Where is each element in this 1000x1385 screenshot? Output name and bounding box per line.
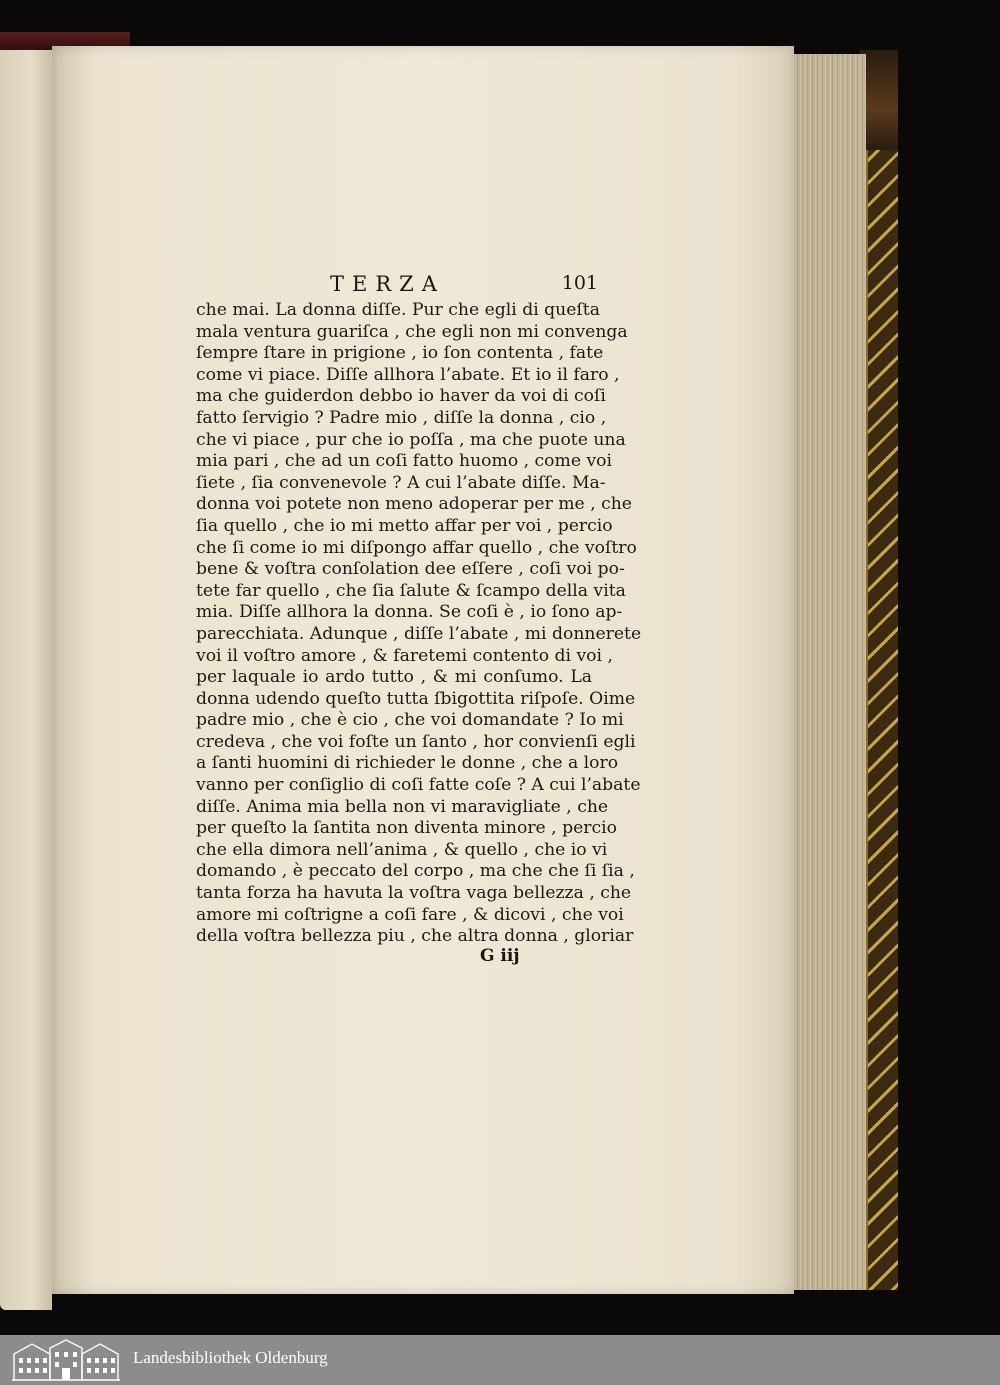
- text-line: tete far quello , che ſia ſalute & ſcampo della vita: [196, 580, 626, 601]
- library-name: Landesbibliothek Oldenburg: [133, 1348, 328, 1367]
- library-building-icon: [10, 1338, 122, 1382]
- text-line: che ſi come io mi diſpongo affar quello , che voſtro: [196, 537, 637, 558]
- text-line: parecchiata. Adunque , diſſe l’abate , mi donnerete: [196, 623, 642, 644]
- text-line: mia. Diſſe allhora la donna. Se coſi è , io ſono ap-: [196, 602, 623, 623]
- text-line: diſſe. Anima mia bella non vi maravigliate , che: [196, 796, 609, 817]
- text-line: mala ventura guariſca , che egli non mi convenga: [196, 321, 628, 342]
- text-line: a ſanti huomini di richieder le donne , che a loro: [196, 753, 619, 774]
- text-line: bene & voſtra conſolation dee eſſere , coſi voi po-: [196, 559, 625, 580]
- text-line: amore mi coſtrigne a coſi fare , & dicovi , che voi: [196, 904, 624, 925]
- text-line: padre mio , che è cio , che voi domandate ? Io mi: [196, 710, 624, 731]
- text-line: donna voi potete non meno adoperar per me , che: [196, 494, 632, 515]
- text-line: ſiete , ſia convenevole ? A cui l’abate diſſe. Ma-: [196, 472, 606, 493]
- text-line: come vi piace. Diſſe allhora l’abate. Et io il faro ,: [196, 364, 620, 385]
- text-line: che ella dimora nell’anima , & quello , che io vi: [196, 839, 608, 860]
- gilt-binding-edge: [866, 150, 898, 1290]
- text-line: fatto ſervigio ? Padre mio , diſſe la donna , cio ,: [196, 407, 607, 428]
- text-line: tanta forza ha havuta la voſtra vaga bellezza , che: [196, 883, 632, 904]
- text-line: ſempre ſtare in prigione , io ſon contenta , fate: [196, 343, 604, 364]
- text-line: che vi piace , pur che io poſſa , ma che puote una: [196, 429, 626, 450]
- text-line: mia pari , che ad un coſi fatto huomo , come voi: [196, 451, 613, 472]
- text-line: vanno per conſiglio di coſi fatte coſe ? A cui l’abate: [196, 775, 641, 796]
- text-block: [196, 300, 642, 948]
- signature-mark: G iij: [480, 946, 520, 966]
- text-line: per queſto la ſantita non diventa minore , percio: [196, 818, 617, 839]
- text-line: credeva , che voi foſte un ſanto , hor convienſi egli: [196, 731, 636, 752]
- text-line: che mai. La donna diſſe. Pur che egli di queſta: [196, 300, 600, 320]
- text-line: ſia quello , che io mi metto affar per voi , percio: [196, 515, 613, 536]
- page-number: 101: [561, 272, 598, 294]
- left-page: [0, 50, 52, 1310]
- running-head: [200, 272, 600, 300]
- text-line: per laquale io ardo tutto , & mi conſumo. La: [196, 667, 592, 688]
- text-line: donna udendo queſto tutta ſbigottita riſpoſe. Oime: [196, 688, 636, 709]
- running-head-title: TERZA: [330, 272, 445, 296]
- text-line: della voſtra bellezza piu , che altra donna , gloriar: [196, 926, 634, 947]
- text-line: ma che guiderdon debbo io haver da voi di coſi: [196, 386, 606, 407]
- text-line: voi il voſtro amore , & faretemi contento di voi ,: [196, 645, 613, 666]
- text-line: domando , è peccato del corpo , ma che che ſi ſia ,: [196, 861, 635, 882]
- page-fore-edge: [794, 54, 866, 1290]
- footer-bar: [0, 1335, 1000, 1385]
